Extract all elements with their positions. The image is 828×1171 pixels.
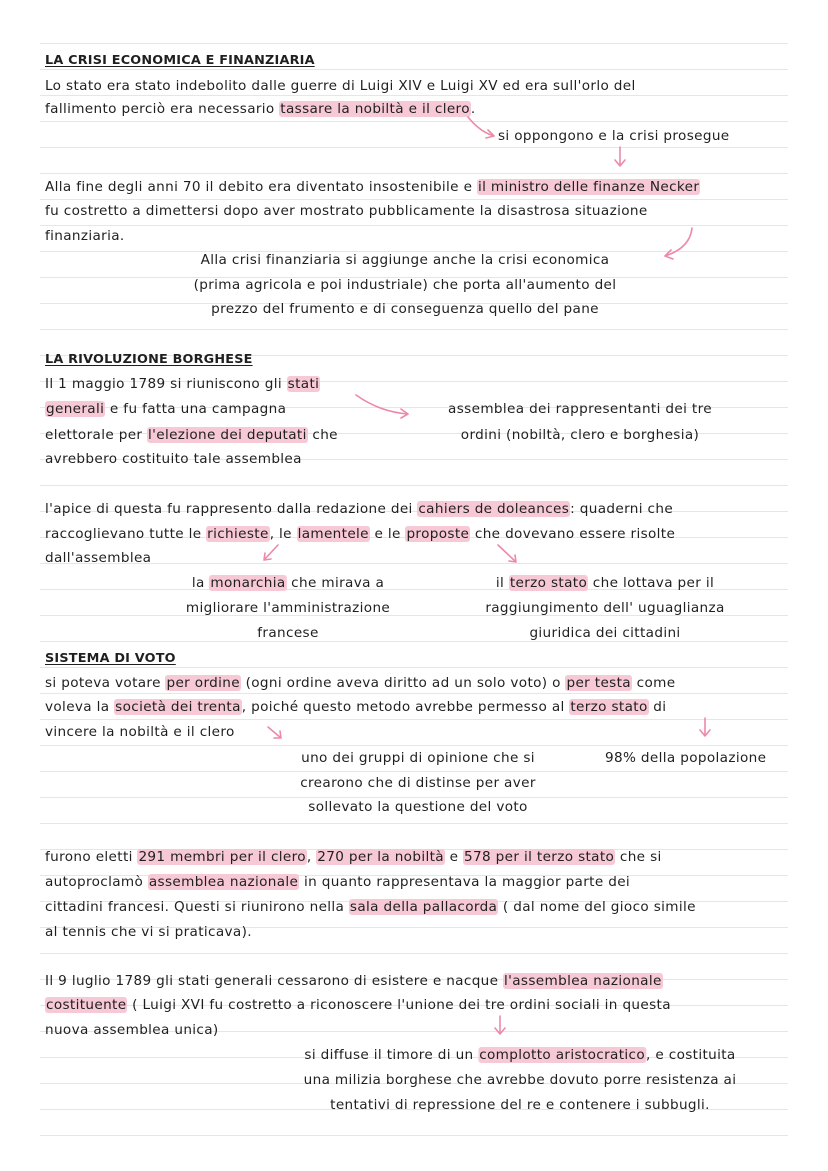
text-fragment: e xyxy=(444,849,464,865)
text-fragment: , xyxy=(306,849,317,865)
side-note: ordini (nobiltà, clero e borghesia) xyxy=(460,427,700,443)
arrow-icon xyxy=(700,718,710,736)
highlight: per ordine xyxy=(166,675,240,691)
text-fragment: , e costituita xyxy=(646,1047,736,1063)
highlight: cahiers de doleances xyxy=(418,501,570,517)
highlight: 270 per la nobiltà xyxy=(317,849,444,865)
paragraph-line: vincere la nobiltà e il clero xyxy=(45,724,235,740)
text-fragment: elettorale per xyxy=(45,427,148,443)
text-fragment: come xyxy=(631,675,676,691)
highlight: l'elezione dei deputati xyxy=(148,427,307,443)
paragraph-line: Lo stato era stato indebolito dalle guerre di Luigi XIV e Luigi XV ed era sull'orlo del xyxy=(45,78,636,94)
paragraph-line: nuova assemblea unica) xyxy=(45,1022,219,1038)
text-fragment: che dovevano essere risolte xyxy=(470,526,676,542)
arrow-icon xyxy=(498,545,516,562)
text-fragment: che lottava per il xyxy=(588,575,715,591)
text-fragment: fallimento perciò era necessario xyxy=(45,101,280,117)
highlight: terzo stato xyxy=(509,575,588,591)
section-title-rivoluzione: LA RIVOLUZIONE BORGHESE xyxy=(45,352,253,367)
arrow-icon xyxy=(615,147,625,166)
highlight: l'assemblea nazionale xyxy=(504,973,662,989)
side-note: assemblea dei rappresentanti dei tre xyxy=(448,401,712,417)
paragraph-line: fu costretto a dimettersi dopo aver mostrato pubblicamente la disastrosa situazione xyxy=(45,203,648,219)
side-note: tentativi di repressione del re e contenere i subbugli. xyxy=(330,1097,710,1113)
text-fragment: ( dal nome del gioco simile xyxy=(498,899,696,915)
highlight: monarchia xyxy=(210,575,286,591)
text-fragment: la xyxy=(191,575,210,591)
highlight: complotto aristocratico xyxy=(479,1047,646,1063)
text-fragment: , le xyxy=(269,526,297,542)
highlight: generali xyxy=(46,401,105,417)
arrow-icon xyxy=(268,727,281,738)
text-fragment: in quanto rappresentava la maggior parte dei xyxy=(299,874,631,890)
highlight: assemblea nazionale xyxy=(148,874,299,890)
section-title-crisi: LA CRISI ECONOMICA E FINANZIARIA xyxy=(45,53,315,68)
text-fragment: che xyxy=(307,427,338,443)
text-fragment: Alla fine degli anni 70 il debito era diventato insostenibile e xyxy=(45,179,477,195)
arrow-icon xyxy=(468,117,494,138)
highlight: costituente xyxy=(46,997,127,1013)
arrow-icon xyxy=(495,1016,505,1034)
side-note: raggiungimento dell' uguaglianza xyxy=(485,600,725,616)
side-note: si oppongono e la crisi prosegue xyxy=(498,128,730,144)
text-fragment: furono eletti xyxy=(45,849,138,865)
side-note: crearono che di distinse per aver xyxy=(300,775,536,791)
highlight: stati xyxy=(287,376,320,392)
highlight: proposte xyxy=(406,526,470,542)
paragraph-line: finanziaria. xyxy=(45,228,125,244)
side-note: 98% della popolazione xyxy=(605,750,767,766)
text-fragment: Il 1 maggio 1789 si riuniscono gli xyxy=(45,376,287,392)
highlight: sala della pallacorda xyxy=(349,899,498,915)
text-fragment: : quaderni che xyxy=(570,501,674,517)
highlight: 291 membri per il clero xyxy=(138,849,306,865)
highlight: tassare la nobiltà e il clero xyxy=(280,101,470,117)
side-note: giuridica dei cittadini xyxy=(529,625,681,641)
paragraph-line: dall'assemblea xyxy=(45,550,152,566)
highlight: società dei trenta xyxy=(115,699,241,715)
text-fragment: Il 9 luglio 1789 gli stati generali cessarono di esistere e nacque xyxy=(45,973,504,989)
highlight: il ministro delle finanze Necker xyxy=(477,179,700,195)
text-fragment: (ogni ordine aveva diritto ad un solo voto) o xyxy=(240,675,566,691)
text-fragment: e fu fatta una campagna xyxy=(105,401,287,417)
side-note: sollevato la questione del voto xyxy=(308,799,528,815)
text-fragment: . xyxy=(470,101,476,117)
highlight: terzo stato xyxy=(570,699,648,715)
side-note: migliorare l'amministrazione xyxy=(185,600,391,616)
text-fragment: e le xyxy=(369,526,406,542)
text-fragment: autoproclamò xyxy=(45,874,148,890)
text-fragment: l'apice di questa fu rappresento dalla redazione dei xyxy=(45,501,418,517)
text-fragment: ( Luigi XVI fu costretto a riconoscere l'unione dei tre ordini sociali in questa xyxy=(127,997,671,1013)
side-note: francese xyxy=(257,625,319,641)
side-note: Alla crisi finanziaria si aggiunge anche la crisi economica xyxy=(200,252,610,268)
text-fragment: il xyxy=(495,575,509,591)
text-fragment: di xyxy=(648,699,667,715)
side-note: prezzo del frumento e di conseguenza quello del pane xyxy=(211,301,599,317)
text-fragment: raccoglievano tutte le xyxy=(45,526,207,542)
text-fragment: che mirava a xyxy=(286,575,385,591)
side-note: una milizia borghese che avrebbe dovuto porre resistenza ai xyxy=(303,1072,737,1088)
text-fragment: cittadini francesi. Questi si riunirono nella xyxy=(45,899,349,915)
side-note: (prima agricola e poi industriale) che porta all'aumento del xyxy=(193,277,617,293)
text-fragment: , poiché questo metodo avrebbe permesso al xyxy=(241,699,570,715)
highlight: per testa xyxy=(566,675,631,691)
text-fragment: si diffuse il timore di un xyxy=(304,1047,479,1063)
highlight: richieste xyxy=(207,526,269,542)
text-fragment: che si xyxy=(615,849,662,865)
side-note: uno dei gruppi di opinione che si xyxy=(301,750,535,766)
text-fragment: si poteva votare xyxy=(45,675,166,691)
paragraph-line: avrebbero costituito tale assemblea xyxy=(45,451,302,467)
section-title-voto: SISTEMA DI VOTO xyxy=(45,651,176,666)
arrow-icon xyxy=(264,545,278,560)
text-fragment: voleva la xyxy=(45,699,115,715)
arrow-icon xyxy=(665,228,692,259)
arrow-icon xyxy=(356,395,408,418)
highlight: lamentele xyxy=(297,526,369,542)
paragraph-line: al tennis che vi si praticava). xyxy=(45,924,252,940)
highlight: 578 per il terzo stato xyxy=(464,849,615,865)
